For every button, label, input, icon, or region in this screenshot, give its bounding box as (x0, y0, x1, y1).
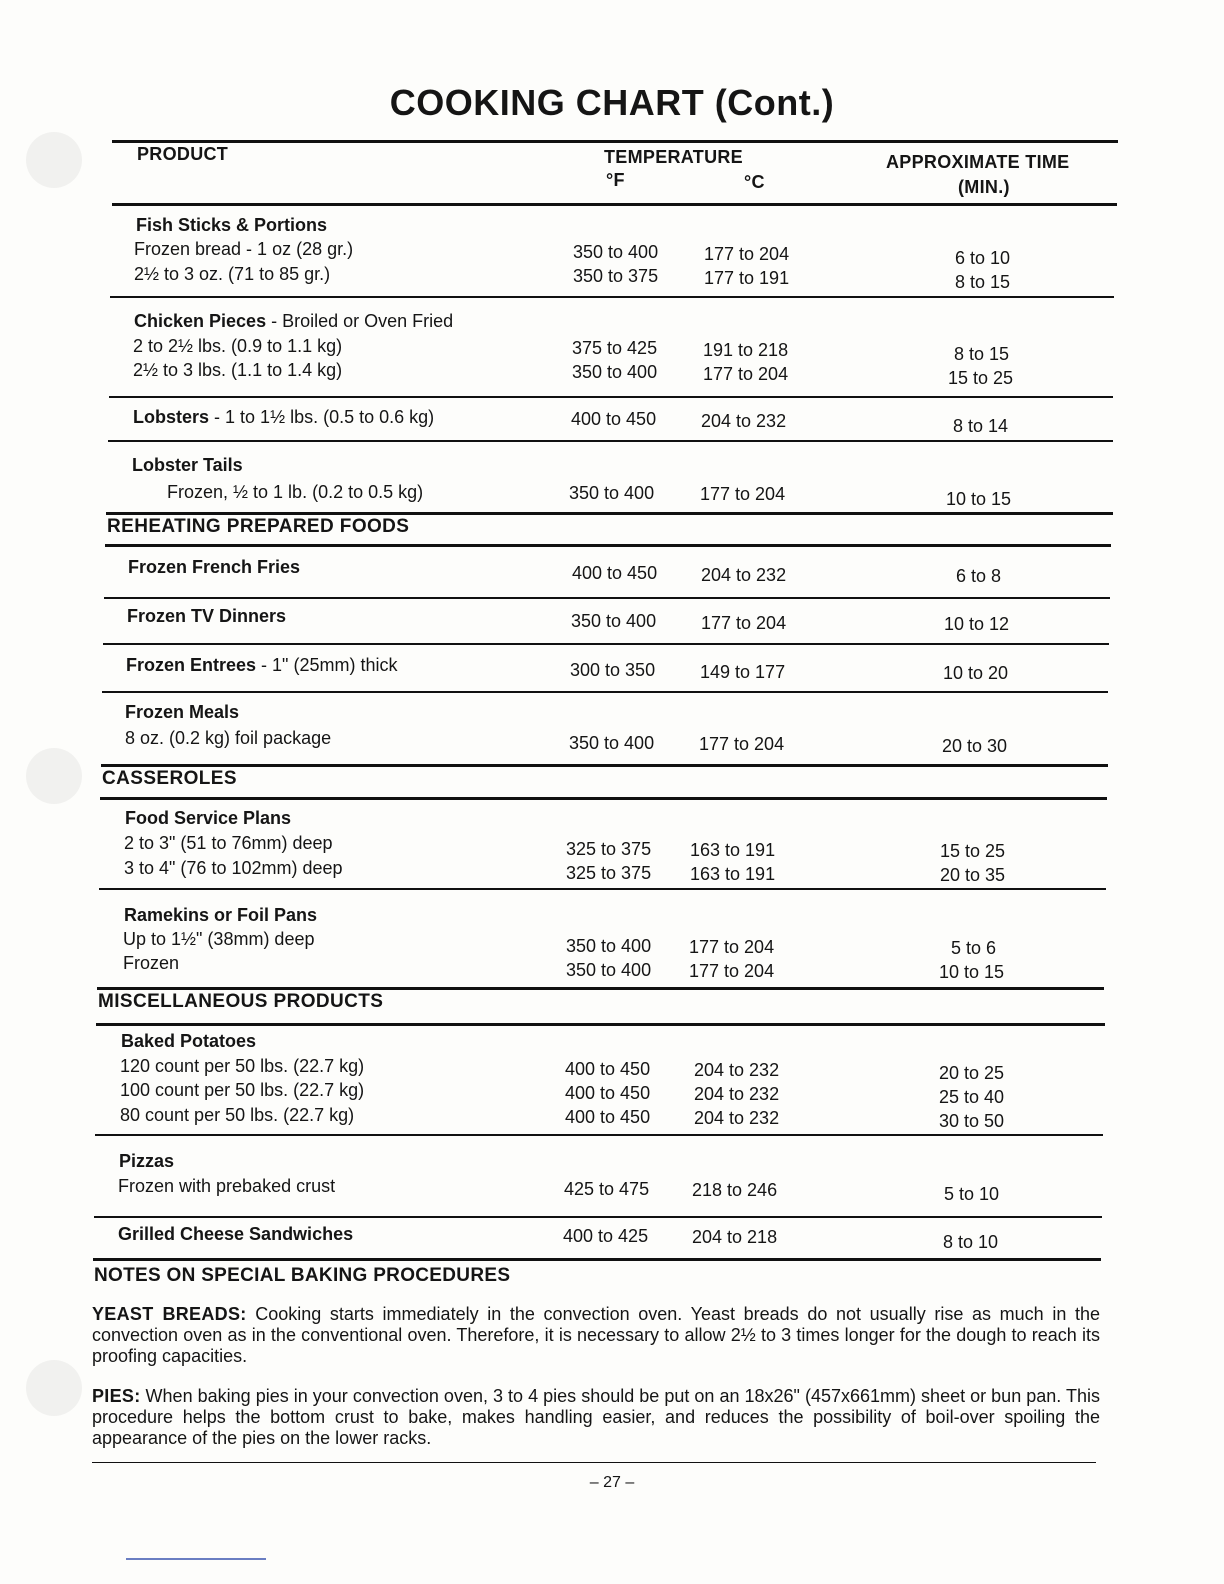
section-heading: CASSEROLES (102, 768, 237, 789)
temp-c: 204 to 232 (694, 1084, 780, 1104)
temp-f: 350 to 400 (566, 960, 652, 980)
temp-c: 177 to 191 (704, 268, 790, 288)
temp-c: 204 to 232 (701, 411, 787, 431)
product-detail: 100 count per 50 lbs. (22.7 kg) (120, 1080, 365, 1100)
product-name: Baked Potatoes (121, 1031, 257, 1051)
section-rule (93, 1258, 1101, 1261)
time-value: 15 to 25 (940, 841, 1006, 861)
temp-f: 400 to 450 (565, 1059, 651, 1079)
product-note: - Broiled or Oven Fried (266, 311, 454, 331)
time-value: 20 to 30 (942, 736, 1008, 756)
temp-f: 325 to 375 (566, 839, 652, 859)
section-rule (100, 797, 1107, 800)
yeast-breads-note (92, 1304, 1100, 1367)
temp-f: 350 to 400 (566, 936, 652, 956)
time-value: 10 to 20 (943, 663, 1009, 683)
temp-f: 350 to 400 (571, 611, 657, 631)
product-header: PRODUCT (137, 144, 229, 164)
time-value: 5 to 6 (951, 938, 997, 958)
time-value: 15 to 25 (948, 368, 1014, 388)
row-divider (108, 440, 1113, 442)
temp-f: 350 to 400 (572, 362, 658, 382)
time-value: 10 to 12 (944, 614, 1010, 634)
row-divider (104, 597, 1110, 599)
temp-c: 177 to 204 (704, 244, 790, 264)
notes-heading: NOTES ON SPECIAL BAKING PROCEDURES (94, 1265, 511, 1286)
binder-hole (26, 1360, 82, 1416)
product-detail: 8 oz. (0.2 kg) foil package (125, 728, 332, 748)
temp-c: 204 to 232 (694, 1060, 780, 1080)
scan-edge-mark (126, 1558, 266, 1560)
header-top-rule (112, 140, 1118, 143)
temp-f: 325 to 375 (566, 863, 652, 883)
page-number: – 27 – (589, 1474, 635, 1491)
temp-f: 400 to 425 (563, 1226, 649, 1246)
temp-c: 218 to 246 (692, 1180, 778, 1200)
product-name: Ramekins or Foil Pans (124, 905, 318, 925)
time-value: 10 to 15 (939, 962, 1005, 982)
time-value: 10 to 15 (946, 489, 1012, 509)
product-detail: 2 to 2½ lbs. (0.9 to 1.1 kg) (133, 336, 343, 356)
product-name: Frozen French Fries (128, 557, 301, 577)
product-detail: Frozen (123, 953, 180, 973)
temp-c: 177 to 204 (699, 734, 785, 754)
note-text: When baking pies in your convection oven, 3 to 4 pies should be put on an 18x26" (457x661mm) sheet or bun pan. This procedure helps the bottom crust to bake, makes handling easier, and reduces the possibility of boil-over spoiling the appearance of the pies on the lower racks. (92, 1386, 1100, 1448)
binder-hole (26, 132, 82, 188)
product-detail: 2½ to 3 lbs. (1.1 to 1.4 kg) (133, 360, 343, 380)
temp-c: 163 to 191 (690, 864, 776, 884)
product-detail: 2½ to 3 oz. (71 to 85 gr.) (134, 264, 331, 284)
product-detail: Frozen, ½ to 1 lb. (0.2 to 0.5 kg) (167, 482, 424, 502)
product-detail: 80 count per 50 lbs. (22.7 kg) (120, 1105, 355, 1125)
section-heading: MISCELLANEOUS PRODUCTS (98, 991, 384, 1012)
time-value: 20 to 35 (940, 865, 1006, 885)
product-name: Fish Sticks & Portions (136, 215, 328, 235)
product-name: Lobsters (133, 407, 210, 427)
temp-f: 400 to 450 (571, 409, 657, 429)
temp-c: 177 to 204 (700, 484, 786, 504)
product-name: Pizzas (119, 1151, 175, 1171)
row-divider (103, 643, 1109, 645)
note-lead: YEAST BREADS: (92, 1304, 247, 1324)
product-detail: Frozen with prebaked crust (118, 1176, 336, 1196)
temp-f: 350 to 400 (569, 483, 655, 503)
row-divider (95, 1134, 1103, 1136)
fahrenheit-header: °F (606, 170, 625, 190)
time-value: 8 to 10 (943, 1232, 999, 1252)
product-detail: Frozen bread - 1 oz (28 gr.) (134, 239, 354, 259)
temp-f: 300 to 350 (570, 660, 656, 680)
note-lead: PIES: (92, 1386, 141, 1406)
product-name: Frozen TV Dinners (127, 606, 287, 626)
temp-c: 149 to 177 (700, 662, 786, 682)
temp-f: 400 to 450 (565, 1107, 651, 1127)
product-detail: 120 count per 50 lbs. (22.7 kg) (120, 1056, 365, 1076)
temp-c: 204 to 232 (701, 565, 787, 585)
section-rule (105, 544, 1111, 547)
temp-c: 191 to 218 (703, 340, 789, 360)
temp-f: 400 to 450 (565, 1083, 651, 1103)
temperature-header: TEMPERATURE (604, 147, 743, 167)
product-name: Chicken Pieces (134, 311, 267, 331)
product-note: - 1 to 1½ lbs. (0.5 to 0.6 kg) (209, 407, 435, 427)
product-name-line (133, 405, 434, 429)
section-heading: REHEATING PREPARED FOODS (107, 516, 410, 537)
temp-f: 350 to 400 (573, 242, 659, 262)
pies-note (92, 1386, 1100, 1449)
product-detail: Up to 1½" (38mm) deep (123, 929, 315, 949)
page-title: COOKING CHART (Cont.) (389, 82, 835, 123)
time-header-unit: (MIN.) (958, 177, 1010, 197)
row-divider (94, 1216, 1102, 1218)
product-detail: 3 to 4" (76 to 102mm) deep (124, 858, 343, 878)
temp-f: 350 to 400 (569, 733, 655, 753)
time-value: 6 to 8 (956, 566, 1002, 586)
temp-c: 204 to 232 (694, 1108, 780, 1128)
time-value: 8 to 14 (953, 416, 1009, 436)
temp-c: 177 to 204 (689, 961, 775, 981)
product-name-line (126, 653, 397, 677)
footer-rule (92, 1462, 1096, 1463)
temp-c: 204 to 218 (692, 1227, 778, 1247)
product-name: Frozen Meals (125, 702, 240, 722)
note-text: Cooking starts immediately in the convection oven. Yeast breads do not usually rise as much in the convection oven as in the conventional oven. Therefore, it is necessary to allow 2½ to 3 times longer for the dough to reach its proofing capacities. (92, 1304, 1100, 1366)
product-name: Grilled Cheese Sandwiches (118, 1224, 354, 1244)
time-value: 25 to 40 (939, 1087, 1005, 1107)
header-bottom-rule (112, 203, 1117, 206)
row-divider (99, 888, 1106, 890)
time-value: 30 to 50 (939, 1111, 1005, 1131)
time-value: 8 to 15 (954, 344, 1010, 364)
section-rule (96, 1023, 1105, 1026)
temp-c: 163 to 191 (690, 840, 776, 860)
temp-f: 375 to 425 (572, 338, 658, 358)
product-note: - 1" (25mm) thick (256, 655, 398, 675)
product-name: Food Service Plans (125, 808, 292, 828)
binder-hole (26, 748, 82, 804)
row-divider (102, 691, 1108, 693)
temp-c: 177 to 204 (689, 937, 775, 957)
time-header: APPROXIMATE TIME (886, 152, 1070, 172)
row-divider (109, 396, 1113, 398)
temp-f: 400 to 450 (572, 563, 658, 583)
product-name: Lobster Tails (132, 455, 243, 475)
temp-f: 350 to 375 (573, 266, 659, 286)
temp-c: 177 to 204 (701, 613, 787, 633)
time-value: 6 to 10 (955, 248, 1011, 268)
product-detail: 2 to 3" (51 to 76mm) deep (124, 833, 333, 853)
time-value: 5 to 10 (944, 1184, 1000, 1204)
temp-f: 425 to 475 (564, 1179, 650, 1199)
temp-c: 177 to 204 (703, 364, 789, 384)
section-rule (101, 764, 1108, 767)
product-name-line (134, 309, 453, 333)
celsius-header: °C (744, 172, 765, 192)
time-value: 8 to 15 (955, 272, 1011, 292)
time-value: 20 to 25 (939, 1063, 1005, 1083)
row-divider (110, 296, 1114, 298)
product-name: Frozen Entrees (126, 655, 257, 675)
